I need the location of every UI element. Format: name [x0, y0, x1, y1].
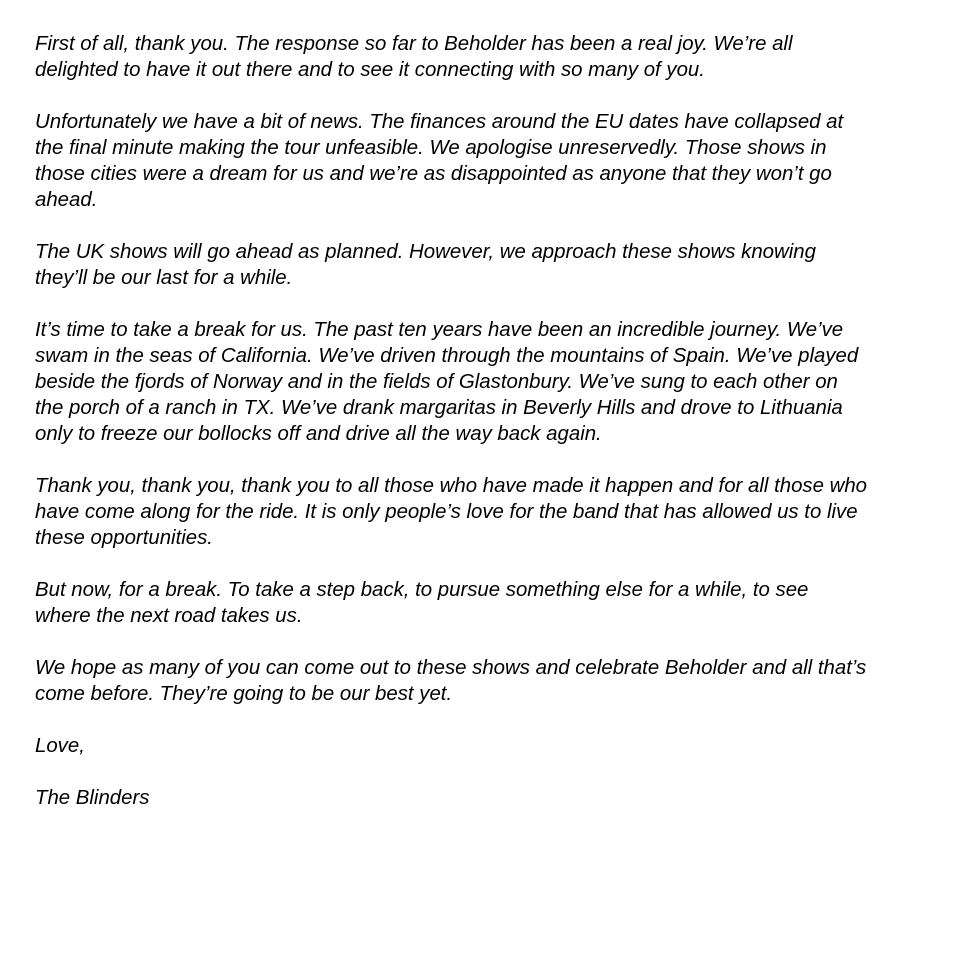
paragraph-eu-news: Unfortunately we have a bit of news. The finances around the EU dates have collapsed at the final minute making the tour unfeasible. We apologise unreservedly. Those shows in those cities were a dream for us and we’re as disappointed as anyone that they won’t go ahead.: [35, 111, 844, 211]
paragraph-thanks: First of all, thank you. The response so far to Beholder has been a real joy. We’re all delighted to have it out there and to see it connecting with so many of you.: [35, 33, 793, 81]
sign-off: Love,: [35, 735, 85, 757]
paragraph-gratitude: Thank you, thank you, thank you to all those who have made it happen and for all those who have come along for the ride. It is only people’s love for the band that has allowed us to live these opportunities.: [35, 475, 868, 549]
paragraph-uk-shows: The UK shows will go ahead as planned. However, we approach these shows knowing they’ll be our last for a while.: [35, 241, 816, 289]
paragraph-next-road: But now, for a break. To take a step back, to pursue something else for a while, to see where the next road takes us.: [35, 579, 809, 627]
signature: The Blinders: [35, 787, 150, 809]
paragraph-final-shows: We hope as many of you can come out to these shows and celebrate Beholder and all that’s come before. They’re going to be our best yet.: [35, 657, 867, 705]
paragraph-break: It’s time to take a break for us. The past ten years have been an incredible journey. We’ve swam in the seas of California. We’ve driven through the mountains of Spain. We’ve played beside the fjords of Norway and in the fields of Glastonbury. We’ve sung to each other on the porch of a ranch in TX. We’ve drank margaritas in Beverly Hills and drove to Lithuania only to freeze our bollocks off and drive all the way back again.: [35, 319, 859, 445]
letter-body: [35, 31, 935, 811]
